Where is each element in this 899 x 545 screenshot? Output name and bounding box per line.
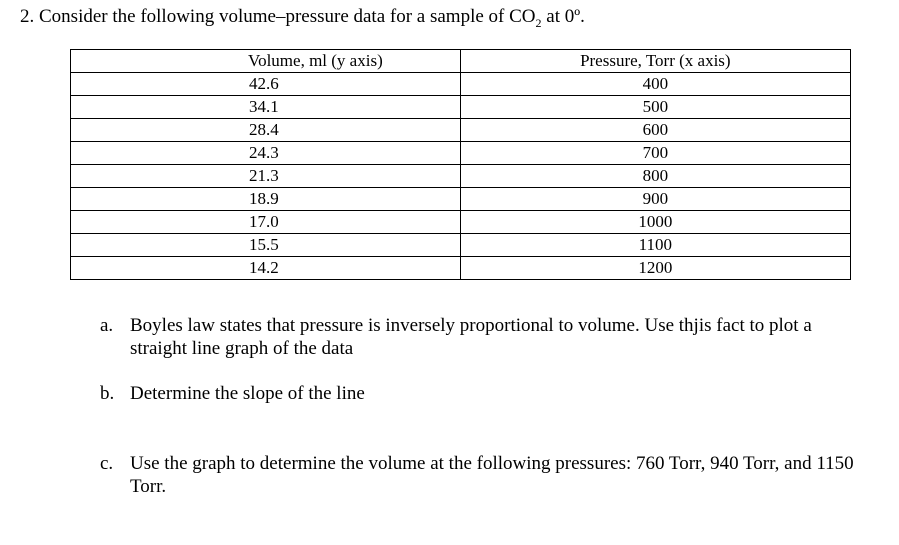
volume-cell: 34.1: [71, 96, 461, 119]
pressure-cell: 1200: [460, 257, 850, 280]
volume-cell: 17.0: [71, 211, 461, 234]
pressure-cell: 900: [460, 188, 850, 211]
question-subscript: 2: [535, 15, 542, 30]
part-c-letter: c.: [100, 453, 114, 474]
pressure-cell: 600: [460, 119, 850, 142]
table-row: [71, 165, 851, 188]
question-suffix: at 0º.: [541, 6, 585, 27]
table-row: [71, 234, 851, 257]
pressure-cell: 1100: [460, 234, 850, 257]
question-prefix: 2. Consider the following volume–pressure data for a sample of CO: [20, 6, 536, 27]
table-row: [71, 119, 851, 142]
table-row: [71, 188, 851, 211]
table-row: [71, 257, 851, 280]
pressure-cell: 800: [460, 165, 850, 188]
table-row: [71, 142, 851, 165]
volume-cell: 42.6: [71, 73, 461, 96]
pressure-cell: 700: [460, 142, 850, 165]
column-header-pressure: Pressure, Torr (x axis): [460, 50, 850, 73]
part-a: [100, 314, 860, 360]
column-header-volume: Volume, ml (y axis): [71, 50, 461, 73]
pressure-cell: 400: [460, 73, 850, 96]
table-header-row: [71, 50, 851, 73]
volume-pressure-table: [70, 49, 851, 280]
volume-cell: 21.3: [71, 165, 461, 188]
table-row: [71, 211, 851, 234]
pressure-cell: 1000: [460, 211, 850, 234]
volume-cell: 24.3: [71, 142, 461, 165]
volume-cell: 28.4: [71, 119, 461, 142]
part-c-text: Use the graph to determine the volume at the following pressures: 760 Torr, 940 Torr, and 1150 Torr.: [130, 453, 854, 497]
part-b-text: Determine the slope of the line: [130, 383, 365, 404]
part-a-text: Boyles law states that pressure is inversely proportional to volume. Use thjis fact to plot a straight line graph of the data: [130, 315, 812, 359]
part-b: [100, 382, 860, 405]
part-a-letter: a.: [100, 315, 114, 336]
part-c: [100, 452, 860, 498]
table-row: [71, 96, 851, 119]
volume-cell: 18.9: [71, 188, 461, 211]
volume-cell: 14.2: [71, 257, 461, 280]
question-title: [20, 6, 585, 28]
pressure-cell: 500: [460, 96, 850, 119]
table-row: [71, 73, 851, 96]
volume-cell: 15.5: [71, 234, 461, 257]
part-b-letter: b.: [100, 383, 115, 404]
